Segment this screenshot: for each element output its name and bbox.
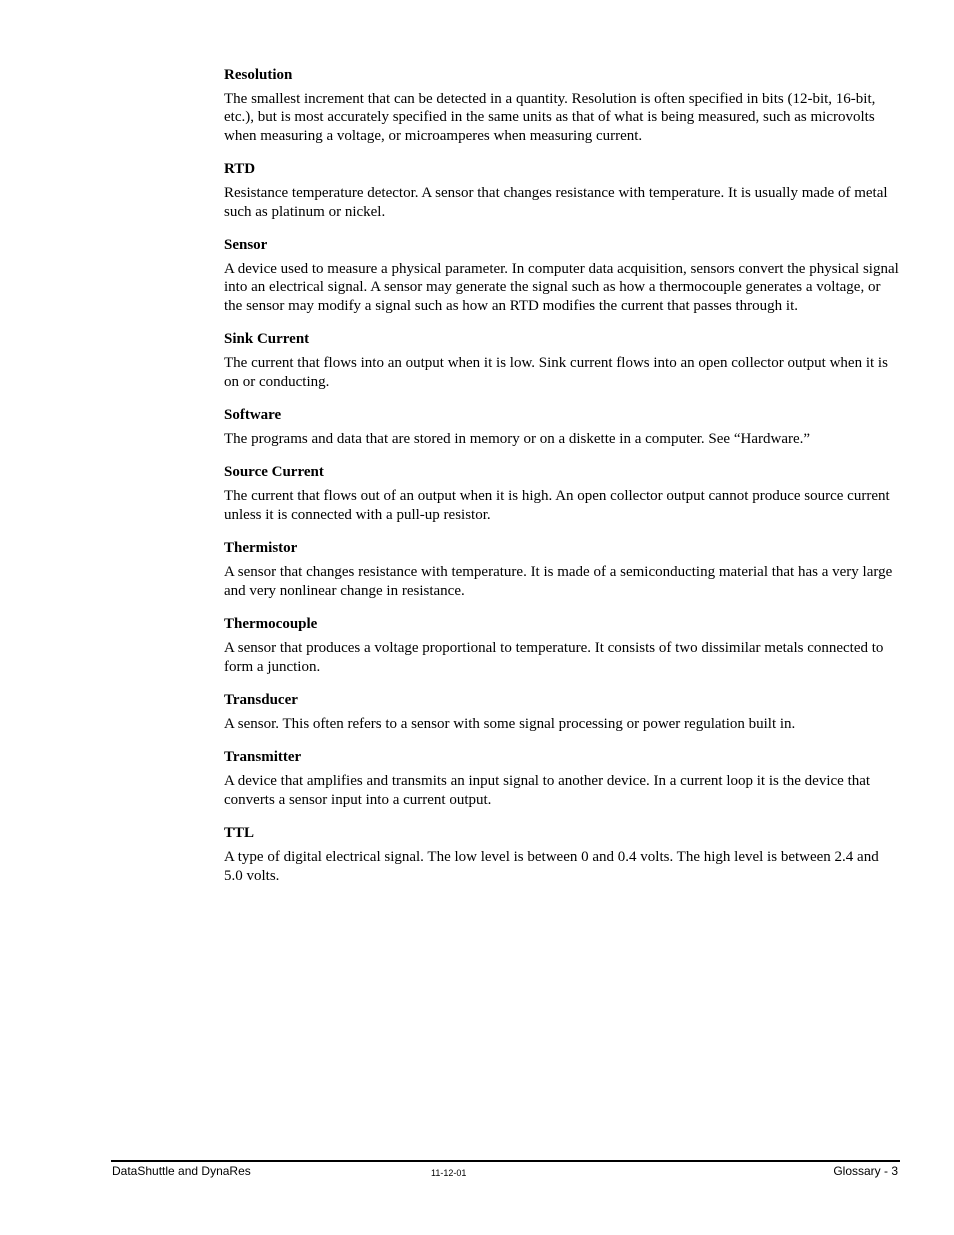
footer-page-number: Glossary - 3	[833, 1164, 898, 1178]
footer-document-title: DataShuttle and DynaRes	[112, 1164, 251, 1178]
glossary-entry-thermistor	[224, 539, 900, 600]
glossary-term: RTD	[224, 161, 256, 178]
glossary-term: Thermistor	[224, 540, 298, 557]
glossary-term: TTL	[224, 825, 255, 842]
glossary-definition: A type of digital electrical signal. The low level is between 0 and 0.4 volts. The high level is between 2.4 and 5.0 volts.	[224, 849, 879, 884]
glossary-term: Sensor	[224, 237, 268, 254]
glossary-entry-sensor	[224, 236, 900, 315]
glossary-definition: A sensor that changes resistance with temperature. It is made of a semiconducting material that has a very large and very nonlinear change in resistance.	[224, 564, 893, 599]
glossary-entry-resolution	[224, 66, 900, 145]
glossary-entry-sink-current	[224, 330, 900, 391]
glossary-definition: A device used to measure a physical parameter. In computer data acquisition, sensors convert the physical signal into an electrical signal. A sensor may generate the signal such as how a thermocouple generates a voltage, or the sensor may modify a signal such as how an RTD modifies the current that passes through it.	[224, 261, 899, 314]
glossary-entry-rtd	[224, 160, 900, 221]
glossary-entry-thermocouple	[224, 615, 900, 676]
glossary-content	[224, 66, 900, 900]
glossary-entry-software	[224, 406, 900, 448]
glossary-entry-transducer	[224, 691, 900, 733]
glossary-entry-ttl	[224, 824, 900, 885]
glossary-term: Transmitter	[224, 749, 302, 766]
glossary-definition: A device that amplifies and transmits an input signal to another device. In a current loop it is the device that converts a sensor input into a current output.	[224, 773, 871, 808]
glossary-term: Sink Current	[224, 331, 310, 348]
glossary-definition: The current that flows into an output when it is low. Sink current flows into an open collector output when it is on or conducting.	[224, 355, 888, 390]
glossary-definition: The programs and data that are stored in memory or on a diskette in a computer. See “Hardware.”	[224, 431, 811, 448]
glossary-definition: A sensor that produces a voltage proportional to temperature. It consists of two dissimilar metals connected to form a junction.	[224, 640, 884, 675]
glossary-definition: Resistance temperature detector. A sensor that changes resistance with temperature. It is usually made of metal such as platinum or nickel.	[224, 185, 888, 220]
footer-divider	[111, 1160, 900, 1162]
footer-date: 11-12-01	[431, 1168, 467, 1178]
glossary-entry-transmitter	[224, 748, 900, 809]
glossary-definition: A sensor. This often refers to a sensor with some signal processing or power regulation built in.	[224, 715, 796, 732]
glossary-entry-source-current	[224, 463, 900, 524]
glossary-term: Software	[224, 407, 282, 424]
glossary-term: Source Current	[224, 464, 324, 481]
glossary-term: Transducer	[224, 691, 298, 708]
glossary-definition: The current that flows out of an output when it is high. An open collector output cannot produce source current unless it is connected with a pull-up resistor.	[224, 488, 890, 523]
glossary-term: Thermocouple	[224, 616, 318, 633]
glossary-definition: The smallest increment that can be detected in a quantity. Resolution is often specified in bits (12-bit, 16-bit, etc.), but is most accurately specified in the same units as that of what is being measured, such as microvolts when measuring a voltage, or microamperes when measuring current.	[224, 91, 876, 144]
glossary-term: Resolution	[224, 67, 293, 83]
